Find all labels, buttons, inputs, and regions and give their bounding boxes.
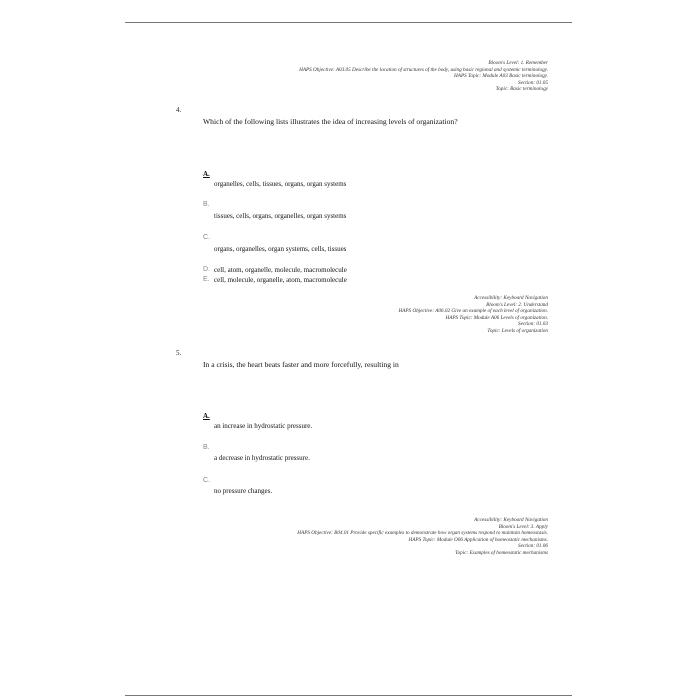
meta-line: Bloom's Level: 2. Understand [486,301,548,308]
option-letter: B. [203,444,210,451]
question-number: 4. [176,106,182,114]
question-text: In a crisis, the heart beats faster and more forcefully, resulting in [203,360,399,369]
option-letter: C. [203,234,210,241]
option-text: organelles, cells, tissues, organs, organ systems [214,180,347,188]
option-letter-correct: A. [203,170,210,178]
question-text: Which of the following lists illustrates the idea of increasing levels of organization? [203,117,458,126]
option-letter: D. [203,266,210,273]
option-text: cell, molecule, organelle, atom, macromolecule [214,276,347,284]
meta-line: HAPS Topic: Module A03 Basic terminology. [454,73,548,80]
meta-line: Topic: Levels of organization [487,327,548,334]
meta-line: HAPS Objective: A06.02 Give an example of each level of organization. [398,308,548,315]
meta-line: Section: 01.05 [518,79,548,86]
option-text: cell, atom, organelle, molecule, macromolecule [214,266,347,274]
meta-line: Topic: Examples of homeostatic mechanisms [455,549,548,556]
meta-line: HAPS Objective: B04.01 Provide specific examples to demonstrate how organ systems respond to maintain homeostasis. [297,530,548,537]
option-letter: B. [203,201,210,208]
meta-line: HAPS Objective: A03.05 Describe the location of structures of the body, using basic regional and systemic terminology. [299,66,548,73]
option-text: no pressure changes. [214,487,273,495]
meta-line: HAPS Topic: Module A06 Levels of organization. [445,314,548,321]
option-letter: E. [203,276,210,283]
meta-line: Accessibility: Keyboard Navigation [474,295,548,301]
metadata-block [297,517,548,557]
metadata-block-top [299,60,548,93]
meta-line: Accessibility: Keyboard Navigation [474,517,548,523]
meta-line: Section: 01.06 [518,543,548,550]
question-number: 5. [176,349,182,357]
meta-line: Topic: Basic terminology [495,86,548,93]
option-text: organs, organelles, organ systems, cells, tissues [214,245,347,253]
option-text: a decrease in hydrostatic pressure. [214,454,310,462]
meta-line: Bloom's Level: 1. Remember [488,60,548,66]
bottom-rule [125,695,572,696]
option-text: an increase in hydrostatic pressure. [214,422,313,430]
meta-line: Bloom's Level: 3. Apply [498,523,548,530]
option-letter-correct: A. [203,412,210,420]
meta-line: HAPS Topic: Module O06 Application of homeostatic mechanisms. [408,536,548,543]
option-text: tissues, cells, organs, organelles, organ systems [214,212,347,220]
top-rule [125,22,572,23]
option-letter: C. [203,477,210,484]
meta-line: Section: 01.03 [518,321,548,328]
metadata-block [398,295,548,335]
